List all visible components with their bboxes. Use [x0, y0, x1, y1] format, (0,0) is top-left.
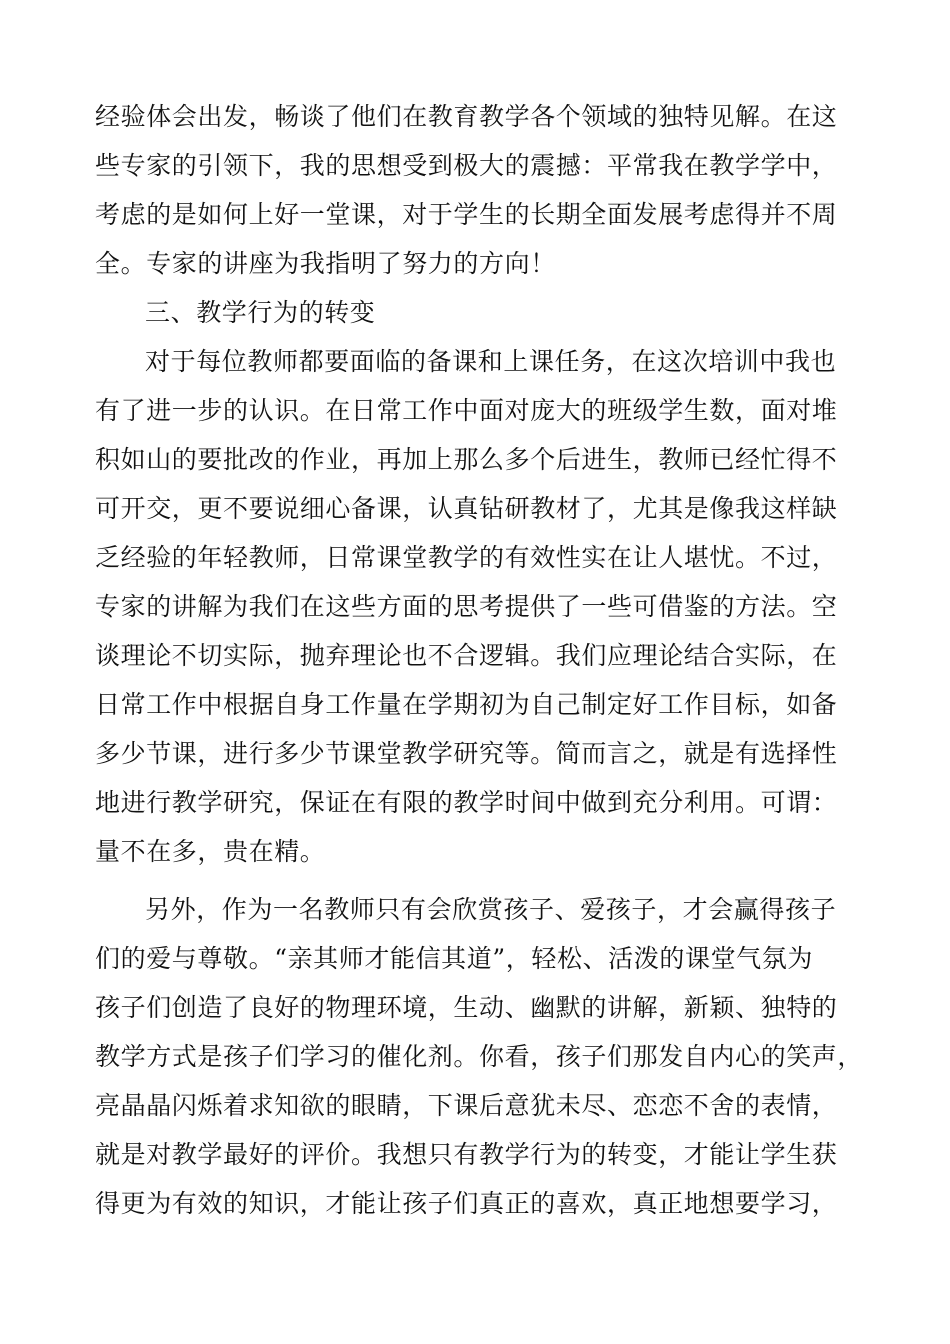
- text-line: 可开交，更不要说细心备课，认真钻研教材了，尤其是像我这样缺: [95, 494, 838, 523]
- text-line: 们的爱与尊敬。“亲其师才能信其道”，轻松、活泼的课堂气氛为: [95, 944, 813, 973]
- text-line: 些专家的引领下，我的思想受到极大的震撼：平常我在教学学中，: [95, 151, 838, 180]
- document-body: [95, 92, 865, 1228]
- text-line: 多少节课，进行多少节课堂教学研究等。简而言之，就是有选择性: [95, 739, 838, 768]
- text-line: 经验体会出发，畅谈了他们在教育教学各个领域的独特见解。在这: [95, 102, 838, 131]
- section-heading: 三、教学行为的转变: [145, 298, 376, 327]
- text-line: 地进行教学研究，保证在有限的教学时间中做到充分利用。可谓：: [95, 788, 838, 817]
- text-line: 有了进一步的认识。在日常工作中面对庞大的班级学生数，面对堆: [95, 396, 838, 425]
- text-line: 考虑的是如何上好一堂课，对于学生的长期全面发展考虑得并不周: [95, 200, 838, 229]
- text-line: 亮晶晶闪烁着求知欲的眼睛，下课后意犹未尽、恋恋不舍的表情，: [95, 1091, 838, 1120]
- text-line: 全。专家的讲座为我指明了努力的方向！: [95, 249, 556, 278]
- text-line: 积如山的要批改的作业，再加上那么多个后进生，教师已经忙得不: [95, 445, 838, 474]
- text-line: 日常工作中根据自身工作量在学期初为自己制定好工作目标，如备: [95, 690, 838, 719]
- text-line: 就是对教学最好的评价。我想只有教学行为的转变，才能让学生获: [95, 1140, 838, 1169]
- text-line: 专家的讲解为我们在这些方面的思考提供了一些可借鉴的方法。空: [95, 592, 838, 621]
- text-line: 乏经验的年轻教师，日常课堂教学的有效性实在让人堪忧。不过，: [95, 543, 838, 572]
- text-line: 得更为有效的知识，才能让孩子们真正的喜欢，真正地想要学习，: [95, 1189, 838, 1218]
- paragraph-start: 另外，作为一名教师只有会欣赏孩子、爱孩子，才会赢得孩子: [145, 895, 837, 924]
- text-line: 量不在多，贵在精。: [95, 837, 326, 866]
- text-line: 孩子们创造了良好的物理环境，生动、幽默的讲解，新颖、独特的: [95, 993, 838, 1022]
- text-line: 谈理论不切实际，抛弃理论也不合逻辑。我们应理论结合实际，在: [95, 641, 838, 670]
- text-line: 教学方式是孩子们学习的催化剂。你看，孩子们那发自内心的笑声，: [95, 1042, 864, 1071]
- paragraph-start: 对于每位教师都要面临的备课和上课任务，在这次培训中我也: [145, 347, 837, 376]
